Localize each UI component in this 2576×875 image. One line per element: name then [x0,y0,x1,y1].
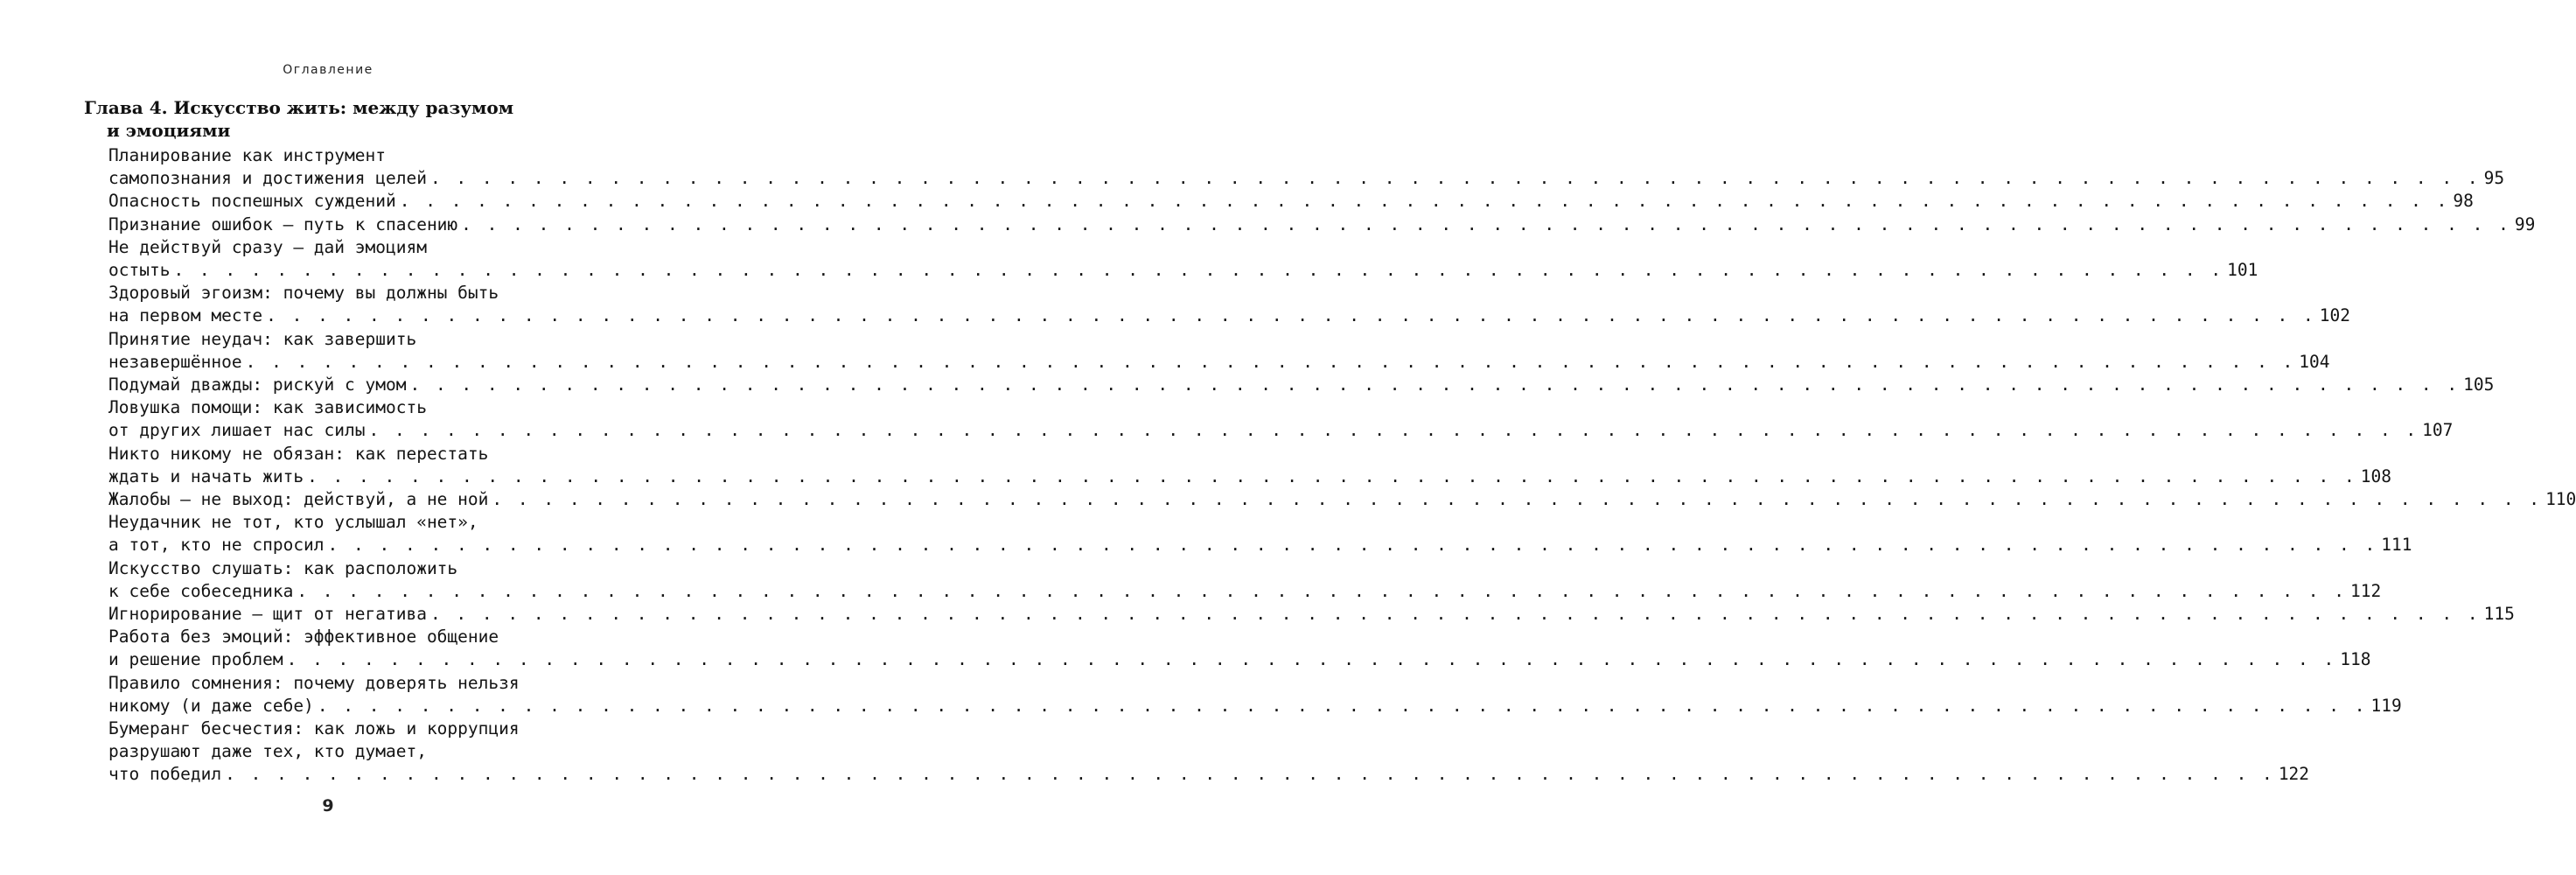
dot-leader: . . . . . . . . . . . . . . . . . . . . . . . . . . . . . . . . . . . . . . . . . . . . . . . . . . . . . . . . . . . . . . . . . . . . . . . . . . . . . . . . [286,649,2337,670]
toc-entry-title-line: на первом месте [108,305,263,326]
dot-leader: . . . . . . . . . . . . . . . . . . . . . . . . . . . . . . . . . . . . . . . . . . . . . . . . . . . . . . . . . . . . . . . . . . . . . . . . . . . . . . . . [429,604,2481,625]
toc-entry-last-line [108,580,2382,603]
toc-entry-last-line [108,488,2576,511]
toc-entry-page-number: 122 [2278,764,2310,785]
toc-entry-page-number: 95 [2483,168,2505,189]
dot-leader: . . . . . . . . . . . . . . . . . . . . . . . . . . . . . . . . . . . . . . . . . . . . . . . . . . . . . . . . . . . . . . . . . . . . . . . . . . . . . . . . [317,695,2368,716]
dot-leader: . . . . . . . . . . . . . . . . . . . . . . . . . . . . . . . . . . . . . . . . . . . . . . . . . . . . . . . . . . . . . . . . . . . . . . . . . . . . . . . . [225,764,2275,785]
toc-entry-last-line [108,304,2351,327]
toc-entry-page-number: 112 [2350,580,2382,601]
toc-entry-page-number: 115 [2483,604,2515,625]
toc-entry[interactable] [108,603,2515,626]
toc-entry-title-line: Жалобы — не выход: действуй, а не ной [108,489,489,510]
toc-entry-last-line [108,695,2402,718]
toc-entry-page-number: 107 [2422,420,2454,441]
toc-entry-title-line: Работа без эмоций: эффективное общение [108,626,499,648]
toc-entry[interactable] [108,190,2474,213]
toc-entry-title-line: Принятие неудач: как завершить [108,328,417,349]
toc-entry-last-line [108,259,2258,282]
toc-entry-title-line: Искусство слушать: как расположить [108,557,458,578]
toc-entry-page-number: 111 [2381,535,2412,556]
dot-leader: . . . . . . . . . . . . . . . . . . . . . . . . . . . . . . . . . . . . . . . . . . . . . . . . . . . . . . . . . . . . . . . . . . . . . . . . . . . . . . . . [429,168,2481,189]
toc-entry-last-line [108,214,2536,236]
toc-entry-title-line: от других лишает нас силы [108,420,366,441]
toc-entry-title-line: самопознания и достижения целей [108,168,427,189]
toc-entry-page-number: 119 [2370,695,2402,716]
dot-leader: . . . . . . . . . . . . . . . . . . . . . . . . . . . . . . . . . . . . . . . . . . . . . . . . . . . . . . . . . . . . . . . . . . . . . . . . . . . . . . . . [492,489,2543,510]
toc-entry-title-line: Опасность поспешных суждений [108,191,396,212]
toc-entry-title-line: Не действуй сразу — дай эмоциям [108,236,427,257]
toc-entry-last-line [108,466,2391,488]
toc-entry[interactable] [108,282,2351,327]
dot-leader: . . . . . . . . . . . . . . . . . . . . . . . . . . . . . . . . . . . . . . . . . . . . . . . . . . . . . . . . . . . . . . . . . . . . . . . . . . . . . . . . [297,580,2347,601]
toc-entry-page-number: 110 [2545,489,2576,510]
toc-entry[interactable] [108,328,2330,374]
toc-entry-title-line: Правило сомнения: почему доверять нельзя [108,672,520,693]
toc-entry[interactable] [108,672,2402,718]
dot-leader: . . . . . . . . . . . . . . . . . . . . . . . . . . . . . . . . . . . . . . . . . . . . . . . . . . . . . . . . . . . . . . . . . . . . . . . . . . . . . . . . [368,420,2419,441]
toc-entry-page-number: 101 [2227,260,2258,281]
toc-entry-title-line: ждать и начать жить [108,466,304,486]
table-of-contents [108,144,2576,787]
dot-leader: . . . . . . . . . . . . . . . . . . . . . . . . . . . . . . . . . . . . . . . . . . . . . . . . . . . . . . . . . . . . . . . . . . . . . . . . . . . . . . . . [461,214,2511,234]
toc-entry[interactable] [108,557,2382,603]
dot-leader: . . . . . . . . . . . . . . . . . . . . . . . . . . . . . . . . . . . . . . . . . . . . . . . . . . . . . . . . . . . . . . . . . . . . . . . . . . . . . . . . [327,535,2378,556]
dot-leader: . . . . . . . . . . . . . . . . . . . . . . . . . . . . . . . . . . . . . . . . . . . . . . . . . . . . . . . . . . . . . . . . . . . . . . . . . . . . . . . . [399,191,2450,212]
toc-entry-page-number: 102 [2319,305,2351,326]
toc-entry-page-number: 105 [2463,374,2495,396]
chapter-title-line-1: Глава 4. Искусство жить: между разумом [84,97,514,118]
toc-entry[interactable] [108,488,2576,511]
dot-leader: . . . . . . . . . . . . . . . . . . . . . . . . . . . . . . . . . . . . . . . . . . . . . . . . . . . . . . . . . . . . . . . . . . . . . . . . . . . . . . . . [409,374,2461,396]
dot-leader: . . . . . . . . . . . . . . . . . . . . . . . . . . . . . . . . . . . . . . . . . . . . . . . . . . . . . . . . . . . . . . . . . . . . . . . . . . . . . . . . [266,305,2316,326]
chapter-title-line-2: и эмоциями [107,120,231,141]
toc-entry[interactable] [108,236,2258,282]
toc-entry[interactable] [108,443,2391,488]
toc-entry-title-line: а тот, кто не спросил [108,535,325,556]
chapter-heading [84,96,574,142]
toc-entry-title-line: к себе собеседника [108,580,294,601]
toc-entry-title-line: Никто никому не обязан: как перестать [108,443,489,464]
toc-entry-last-line [108,419,2454,442]
toc-entry[interactable] [108,144,2505,190]
dot-leader: . . . . . . . . . . . . . . . . . . . . . . . . . . . . . . . . . . . . . . . . . . . . . . . . . . . . . . . . . . . . . . . . . . . . . . . . . . . . . . . . [173,260,2224,281]
toc-entry[interactable] [108,626,2371,671]
toc-entry-page-number: 99 [2514,214,2536,234]
toc-entry-page-number: 98 [2453,191,2474,212]
toc-entry-last-line [108,763,2310,786]
running-head: Оглавление [283,63,373,77]
dot-leader: . . . . . . . . . . . . . . . . . . . . . . . . . . . . . . . . . . . . . . . . . . . . . . . . . . . . . . . . . . . . . . . . . . . . . . . . . . . . . . . . [245,351,2296,372]
toc-entry-title-line: что победил [108,764,222,785]
toc-entry-title-line: Подумай дважды: рискуй с умом [108,374,407,396]
toc-entry-page-number: 108 [2360,466,2391,486]
toc-entry-title-line: Здоровый эгоизм: почему вы должны быть [108,283,499,304]
toc-entry[interactable] [108,718,2310,787]
toc-entry-title-line: Ловушка помощи: как зависимость [108,397,427,418]
toc-entry-title-line: Игнорирование — щит от негатива [108,604,427,625]
toc-entry-last-line [108,534,2412,556]
toc-entry-page-number: 104 [2299,351,2330,372]
toc-entry-last-line [108,603,2515,626]
toc-entry-title-line: Неудачник не тот, кто услышал «нет», [108,512,478,533]
toc-entry-page-number: 118 [2340,649,2371,670]
toc-entry-last-line [108,374,2495,396]
toc-entry-title-line: никому (и даже себе) [108,695,314,716]
toc-entry-last-line [108,351,2330,374]
toc-entry-title-line: остыть [108,260,171,281]
toc-entry[interactable] [108,511,2412,556]
toc-entry-title-line: Бумеранг бесчестия: как ложь и коррупция [108,718,520,739]
toc-entry-title-line: и решение проблем [108,649,283,670]
dot-leader: . . . . . . . . . . . . . . . . . . . . . . . . . . . . . . . . . . . . . . . . . . . . . . . . . . . . . . . . . . . . . . . . . . . . . . . . . . . . . . . . [307,466,2357,486]
toc-entry-title-line: Признание ошибок — путь к спасению [108,214,458,234]
toc-entry-title-line: Планирование как инструмент [108,145,386,165]
toc-entry[interactable] [108,214,2536,236]
page-number: 9 [322,796,334,816]
toc-entry-title-line: разрушают даже тех, кто думает, [108,741,427,762]
toc-entry[interactable] [108,396,2454,442]
toc-entry-last-line [108,167,2505,190]
toc-entry-last-line [108,190,2474,213]
toc-entry-last-line [108,648,2371,671]
toc-entry-title-line: незавершённое [108,351,242,372]
toc-entry[interactable] [108,374,2495,396]
